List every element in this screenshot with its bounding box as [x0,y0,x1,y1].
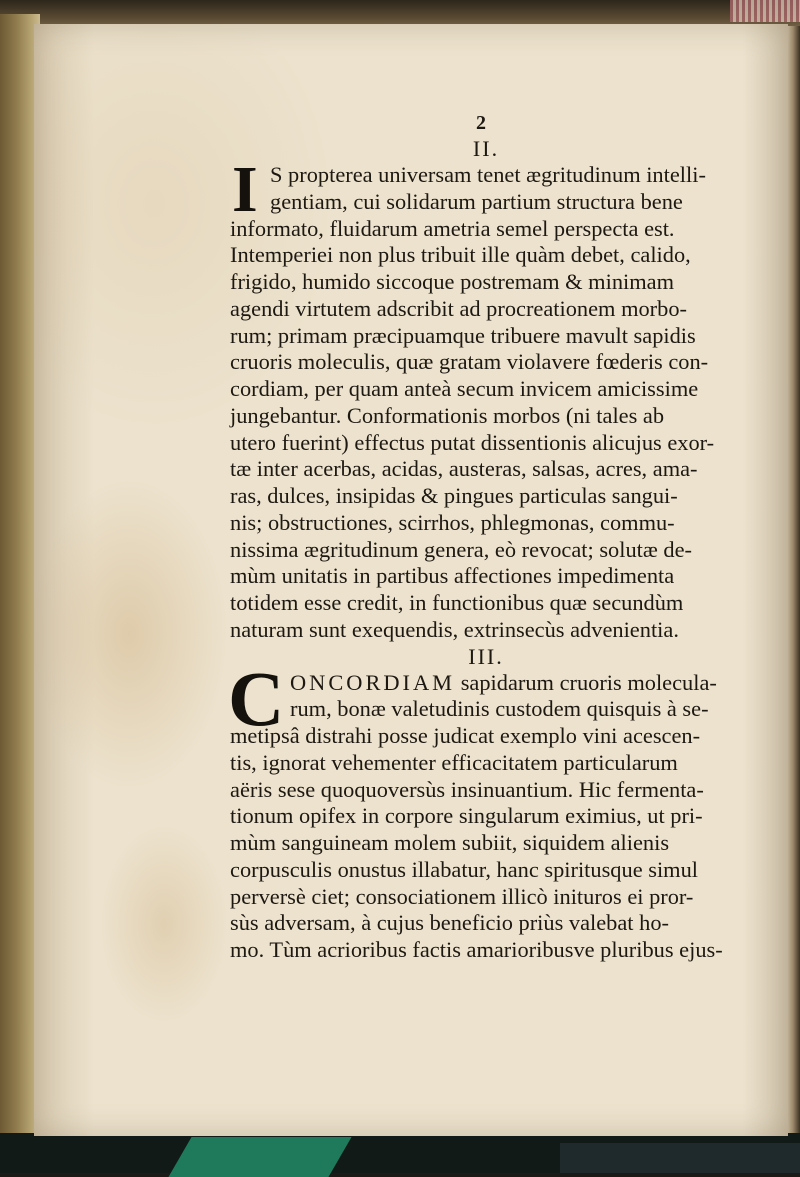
text-line: mùm sanguineam molem subiit, siquidem alienis [230,830,670,855]
text-line: mùm unitatis in partibus affectiones impedimenta [230,563,675,589]
text-line: perversè ciet; consociationem illicò inituros ei pror- [230,883,694,909]
text-line: aëris sese quoquoversùs insinuantium. Hic fermenta- [230,776,704,802]
text-line: sùs adversam, à cujus beneficio priùs valebat ho- [230,910,669,936]
section-number-2: II. [472,136,500,161]
text-line: nis; obstructiones, scirrhos, phlegmonas, commu- [230,509,675,535]
text-line [230,670,754,697]
text-line: informato, fluidarum ametria semel perspecta est. [230,215,675,241]
text-line-rest: sapidarum cruoris molecula- [460,669,717,695]
paragraph-section-2 [230,153,754,644]
text-line: tis, ignorat vehementer efficacitatem particularum [230,749,678,775]
text-line: cruoris moleculis, quæ gratam violavere fœderis con- [230,349,709,375]
text-line: mo. Tùm acrioribus factis amarioribusve pluribus ejus- [230,937,723,962]
page-sheet [34,24,788,1136]
text-line: frigido, humido siccoque postremam & minimam [230,269,675,294]
text-line: jungebantur. Conformationis morbos (ni tales ab [230,402,665,428]
text-line: Intemperiei non plus tribuit ille quàm debet, calido, [230,242,691,268]
text-line: corpusculis onustus illabatur, hanc spiritusque simul [230,856,699,882]
text-line: totidem esse credit, in functionibus quæ secundùm [230,590,684,615]
text-line: tionum opifex in corpore singularum eximius, ut pri- [230,803,703,829]
scan-bottom-background [0,1133,800,1173]
text-line: rum; primam præcipuamque tribuere mavult sapidis [230,322,696,348]
page-number: 2 [476,112,486,134]
text-line: nissima ægritudinum genera, eò revocat; solutæ de- [230,536,693,562]
drop-cap-i: I [232,153,258,226]
section-number-3: III. [468,643,504,669]
text-line: cordiam, per quam anteà secum invicem amicissime [230,376,699,401]
text-line: utero fuerint) effectus putat dissentionis alicujus exor- [230,429,715,455]
text-line: ras, dulces, insipidas & pingues particulas sangui- [230,483,678,508]
first-word-small-caps: ONCORDIAM [290,669,456,695]
text-line: agendi virtutem adscribit ad procreationem morbo- [230,295,687,321]
text-line: gentiam, cui solidarum partium structura bene [270,188,683,214]
drop-cap-c: C [228,654,285,742]
text-line: S propterea universam tenet ægritudinum intelli- [270,162,706,187]
text-line: tæ inter acerbas, acidas, austeras, salsas, acres, ama- [230,456,698,482]
text-block [230,136,754,964]
text-line: metipsâ distrahi posse judicat exemplo vini acescen- [230,723,701,748]
text-line: rum, bonæ valetudinis custodem quisquis à se- [290,696,709,722]
text-line: naturam sunt exequendis, extrinsecùs advenientia. [230,616,679,642]
